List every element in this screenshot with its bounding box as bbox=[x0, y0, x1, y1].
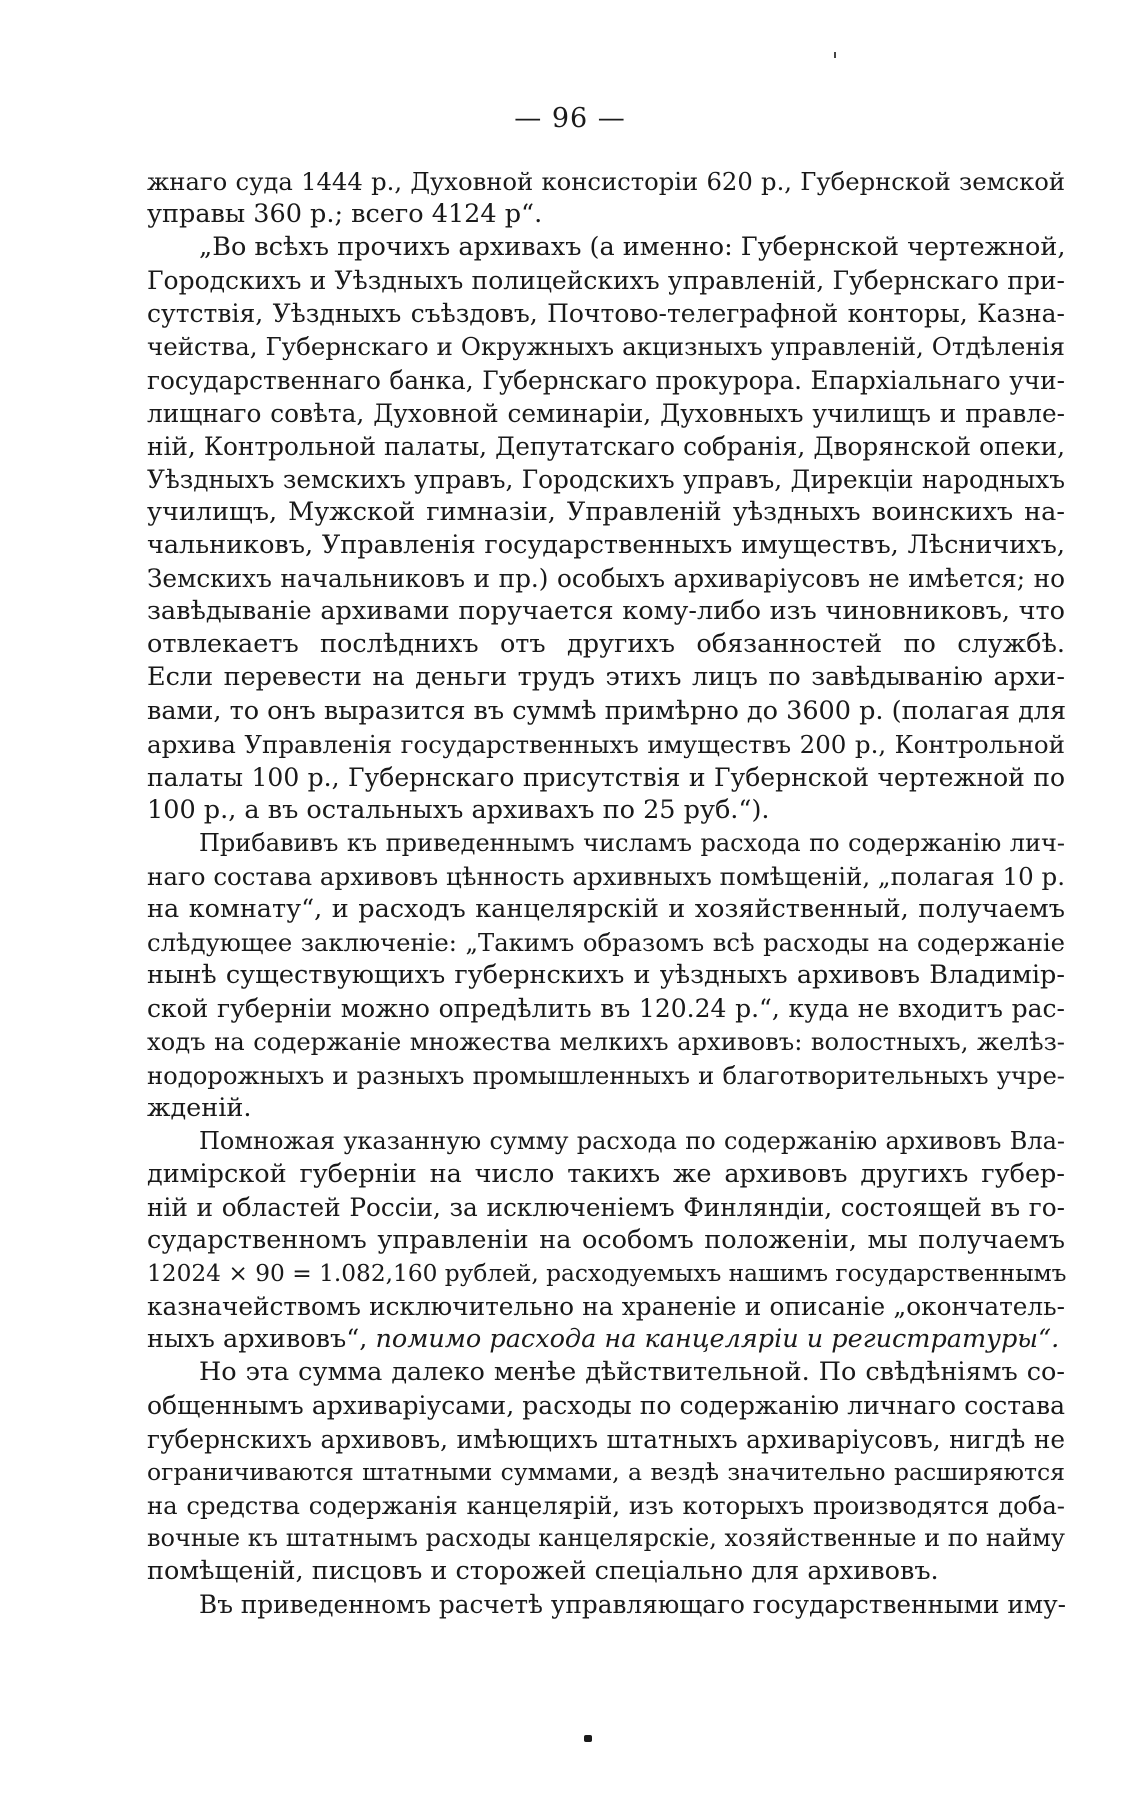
body-text bbox=[147, 165, 1065, 1621]
text-line: Въ приведенномъ расчетѣ управляющаго государственными иму- bbox=[199, 1590, 1067, 1620]
text-line: Если перевести на деньги трудъ этихъ лицъ по завѣдыванію архи- bbox=[147, 662, 1065, 693]
text-line: Прибавивъ къ приведеннымъ числамъ расхода по содержанію лич- bbox=[199, 828, 1065, 857]
text-line: Но эта сумма далеко менѣе дѣйствительной. По свѣдѣніямъ со- bbox=[199, 1357, 1065, 1388]
text-line: вами, то онъ выразится въ суммѣ примѣрно до 3600 р. (полагая для bbox=[147, 695, 1067, 726]
text-line-with-italic bbox=[147, 1323, 1065, 1356]
scan-speck bbox=[834, 52, 836, 58]
text-line: ограничиваются штатными суммами, а вездѣ значительно расширяются bbox=[147, 1457, 1065, 1486]
text-line: чальниковъ, Управленія государственныхъ имуществъ, Лѣсничихъ, bbox=[147, 530, 1065, 561]
italic-phrase: помимо расхода на канцеляріи и регистратуры“. bbox=[375, 1324, 1060, 1355]
text-line: Городскихъ и Уѣздныхъ полицейскихъ управленій, Губернскаго при- bbox=[147, 266, 1065, 296]
text-line: жденій. bbox=[147, 1092, 252, 1123]
text-line: училищъ, Мужской гимназіи, Управленій уѣздныхъ воинскихъ на- bbox=[147, 496, 1065, 527]
text-line: слѣдующее заключеніе: „Такимъ образомъ всѣ расходы на содержаніе bbox=[147, 928, 1065, 958]
text-line: завѣдываніе архивами поручается кому-либо изъ чиновниковъ, что bbox=[147, 596, 1065, 627]
text-line: „Во всѣхъ прочихъ архивахъ (а именно: Губернской чертежной, bbox=[199, 232, 1066, 263]
text-line: нодорожныхъ и разныхъ промышленныхъ и благотворительныхъ учре- bbox=[147, 1060, 1065, 1090]
text-line-start: ныхъ архивовъ“, bbox=[147, 1324, 376, 1355]
text-line: ходъ на содержаніе множества мелкихъ архивовъ: волостныхъ, желѣз- bbox=[147, 1027, 1065, 1057]
page-number: — 96 — bbox=[514, 103, 626, 134]
text-line: сударственномъ управленіи на особомъ положеніи, мы получаемъ bbox=[147, 1225, 1065, 1255]
text-line: 100 р., а въ остальныхъ архивахъ по 25 руб.“). bbox=[147, 794, 770, 825]
text-line: ній, Контрольной палаты, Депутатскаго собранія, Дворянской опеки, bbox=[147, 431, 1065, 461]
text-line: Земскихъ начальниковъ и пр.) особыхъ архиваріусовъ не имѣется; но bbox=[147, 564, 1065, 594]
text-line: на средства содержанія канцелярій, изъ которыхъ производятся доба- bbox=[147, 1490, 1065, 1520]
text-line: архива Управленія государственныхъ имуществъ 200 р., Контрольной bbox=[147, 729, 1065, 759]
text-line: Помножая указанную сумму расхода по содержанію архивовъ Вла- bbox=[199, 1126, 1065, 1155]
text-line: димірской губерніи на число такихъ же архивовъ другихъ губер- bbox=[147, 1158, 1065, 1189]
text-line: сутствія, Уѣздныхъ съѣздовъ, Почтово-телеграфной конторы, Казна- bbox=[147, 299, 1065, 329]
text-line: общеннымъ архиваріусами, расходы по содержанію личнаго состава bbox=[147, 1391, 1065, 1421]
text-line: палаты 100 р., Губернскаго присутствія и Губернской чертежной по bbox=[147, 762, 1065, 792]
text-line: ской губерніи можно опредѣлить въ 120.24 р.“, куда не входитъ рас- bbox=[147, 994, 1065, 1024]
ink-mark bbox=[584, 1735, 592, 1742]
text-line: государственнаго банка, Губернскаго прокурора. Епархіальнаго учи- bbox=[147, 365, 1065, 395]
text-line: 12024 × 90 = 1.082,160 рублей, расходуемыхъ нашимъ государственнымъ bbox=[147, 1260, 1067, 1288]
text-line: на комнату“, и расходъ канцелярскій и хозяйственный, получаемъ bbox=[147, 894, 1065, 925]
text-line: Уѣздныхъ земскихъ управъ, Городскихъ управъ, Дирекціи народныхъ bbox=[147, 464, 1065, 494]
text-line: губернскихъ архивовъ, имѣющихъ штатныхъ архиваріусовъ, нигдѣ не bbox=[147, 1424, 1065, 1454]
text-line: казначействомъ исключительно на храненіе и описаніе „окончатель- bbox=[147, 1292, 1065, 1322]
text-line: ній и областей Россіи, за исключеніемъ Финляндіи, состоящей въ го- bbox=[147, 1192, 1065, 1222]
text-line: вочные къ штатнымъ расходы канцелярскіе, хозяйственные и по найму bbox=[147, 1523, 1065, 1552]
text-line: лищнаго совѣта, Духовной семинаріи, Духовныхъ училищъ и правле- bbox=[147, 398, 1065, 428]
text-line: помѣщеній, писцовъ и сторожей спеціально для архивовъ. bbox=[147, 1555, 939, 1586]
text-line: нынѣ существующихъ губернскихъ и уѣздныхъ архивовъ Владимір- bbox=[147, 960, 1065, 991]
text-line: наго состава архивовъ цѣнность архивныхъ помѣщеній, „полагая 10 р. bbox=[147, 861, 1065, 891]
text-line: чейства, Губернскаго и Окружныхъ акцизныхъ управленій, Отдѣленія bbox=[147, 332, 1065, 362]
text-line: управы 360 р.; всего 4124 р“. bbox=[147, 199, 543, 230]
text-line: отвлекаетъ послѣднихъ отъ другихъ обязанностей по службѣ. bbox=[147, 629, 1065, 660]
text-line: жнаго суда 1444 р., Духовной консисторіи 620 р., Губернской земской bbox=[147, 167, 1065, 196]
